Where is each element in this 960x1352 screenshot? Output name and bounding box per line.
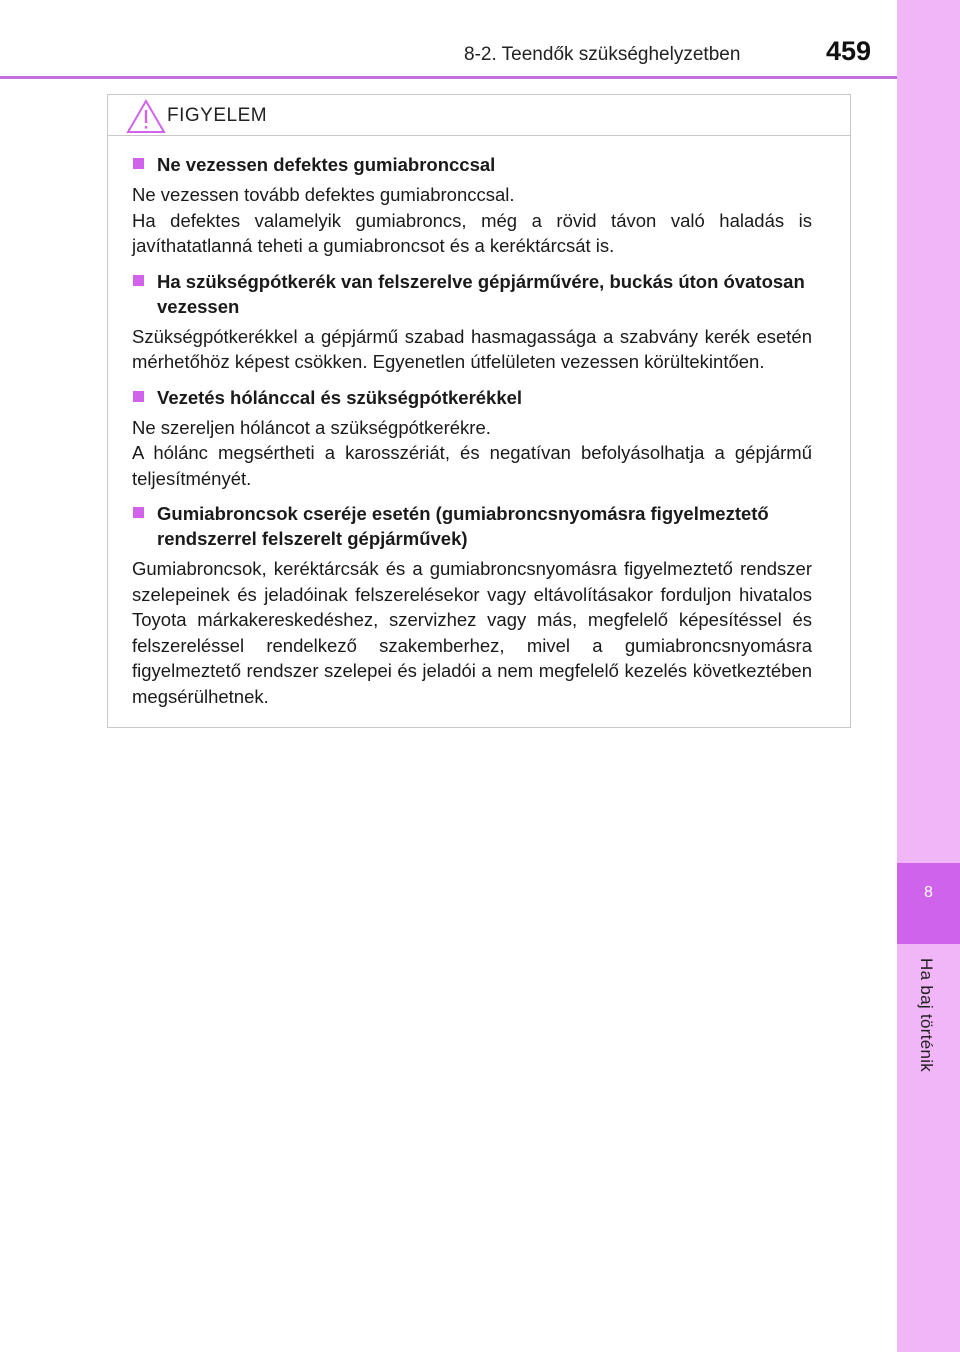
item-heading-text: Vezetés hólánccal és szükségpótkerékkel (157, 386, 523, 408)
square-bullet-icon (133, 158, 144, 169)
item-heading-text: Ha szükségpótkerék van felszerelve gépjárművére, buckás úton óvatosan vezessen (157, 270, 805, 317)
warning-triangle-icon (126, 99, 166, 135)
warning-item (108, 385, 850, 492)
square-bullet-icon (133, 275, 144, 286)
item-body: Ne szereljen hóláncot a szükségpótkerékre. A hólánc megsértheti a karosszériát, és negatívan befolyásolhatja a gépjármű teljesítményét. (132, 416, 812, 489)
item-heading (133, 269, 843, 319)
warning-title: FIGYELEM (167, 105, 268, 126)
chapter-side-tab (897, 0, 960, 1352)
chapter-label: Ha baj történik (917, 958, 936, 1073)
warning-item (108, 269, 850, 375)
section-title: 8-2. Teendők szükséghelyzetben (464, 44, 741, 65)
square-bullet-icon (133, 507, 144, 518)
warning-header (108, 95, 850, 136)
item-heading (133, 152, 843, 177)
item-body: Ne vezessen tovább defektes gumiabronccsal. Ha defektes valamelyik gumiabroncs, még a rövid távon való haladás is javíthatatlanná teheti a gumiabroncsot és a keréktárcsát is. (132, 184, 812, 256)
item-heading (133, 385, 843, 410)
item-heading-text: Ne vezessen defektes gumiabronccsal (157, 154, 496, 175)
item-body: Szükségpótkerékkel a gépjármű szabad hasmagassága a szabvány kerék esetén mérhetőhöz képest csökken. Egyenetlen útfelületen vezessen körültekintően. (132, 325, 812, 372)
warning-item (108, 501, 850, 709)
square-bullet-icon (133, 391, 144, 402)
warning-content (108, 152, 850, 719)
header-divider (0, 76, 897, 79)
item-heading-text: Gumiabroncsok cseréje esetén (gumiabroncsnyomásra figyelmeztető rendszerrel felszerelt gépjárművek) (157, 503, 769, 549)
item-body: Gumiabroncsok, keréktárcsák és a gumiabroncsnyomásra figyelmeztető rendszer szelepeinek és jeladóinak felszerelésekor vagy eltávolításakor forduljon hivatalos Toyota márkakereskedéshez, szervizhez vagy más, megfelelő képesítéssel és felszereléssel rendelkező szakemberhez, mivel a gumiabroncsnyomásra figyelmeztető rendszer szelepei és jeladói a nem megfelelő kezelés következtében megsérülhetnek. (132, 558, 812, 707)
item-heading (133, 501, 843, 551)
chapter-number-box (897, 863, 960, 944)
chapter-number: 8 (924, 884, 933, 901)
page-number: 459 (826, 36, 872, 66)
warning-box (107, 94, 851, 728)
warning-item (108, 152, 850, 259)
